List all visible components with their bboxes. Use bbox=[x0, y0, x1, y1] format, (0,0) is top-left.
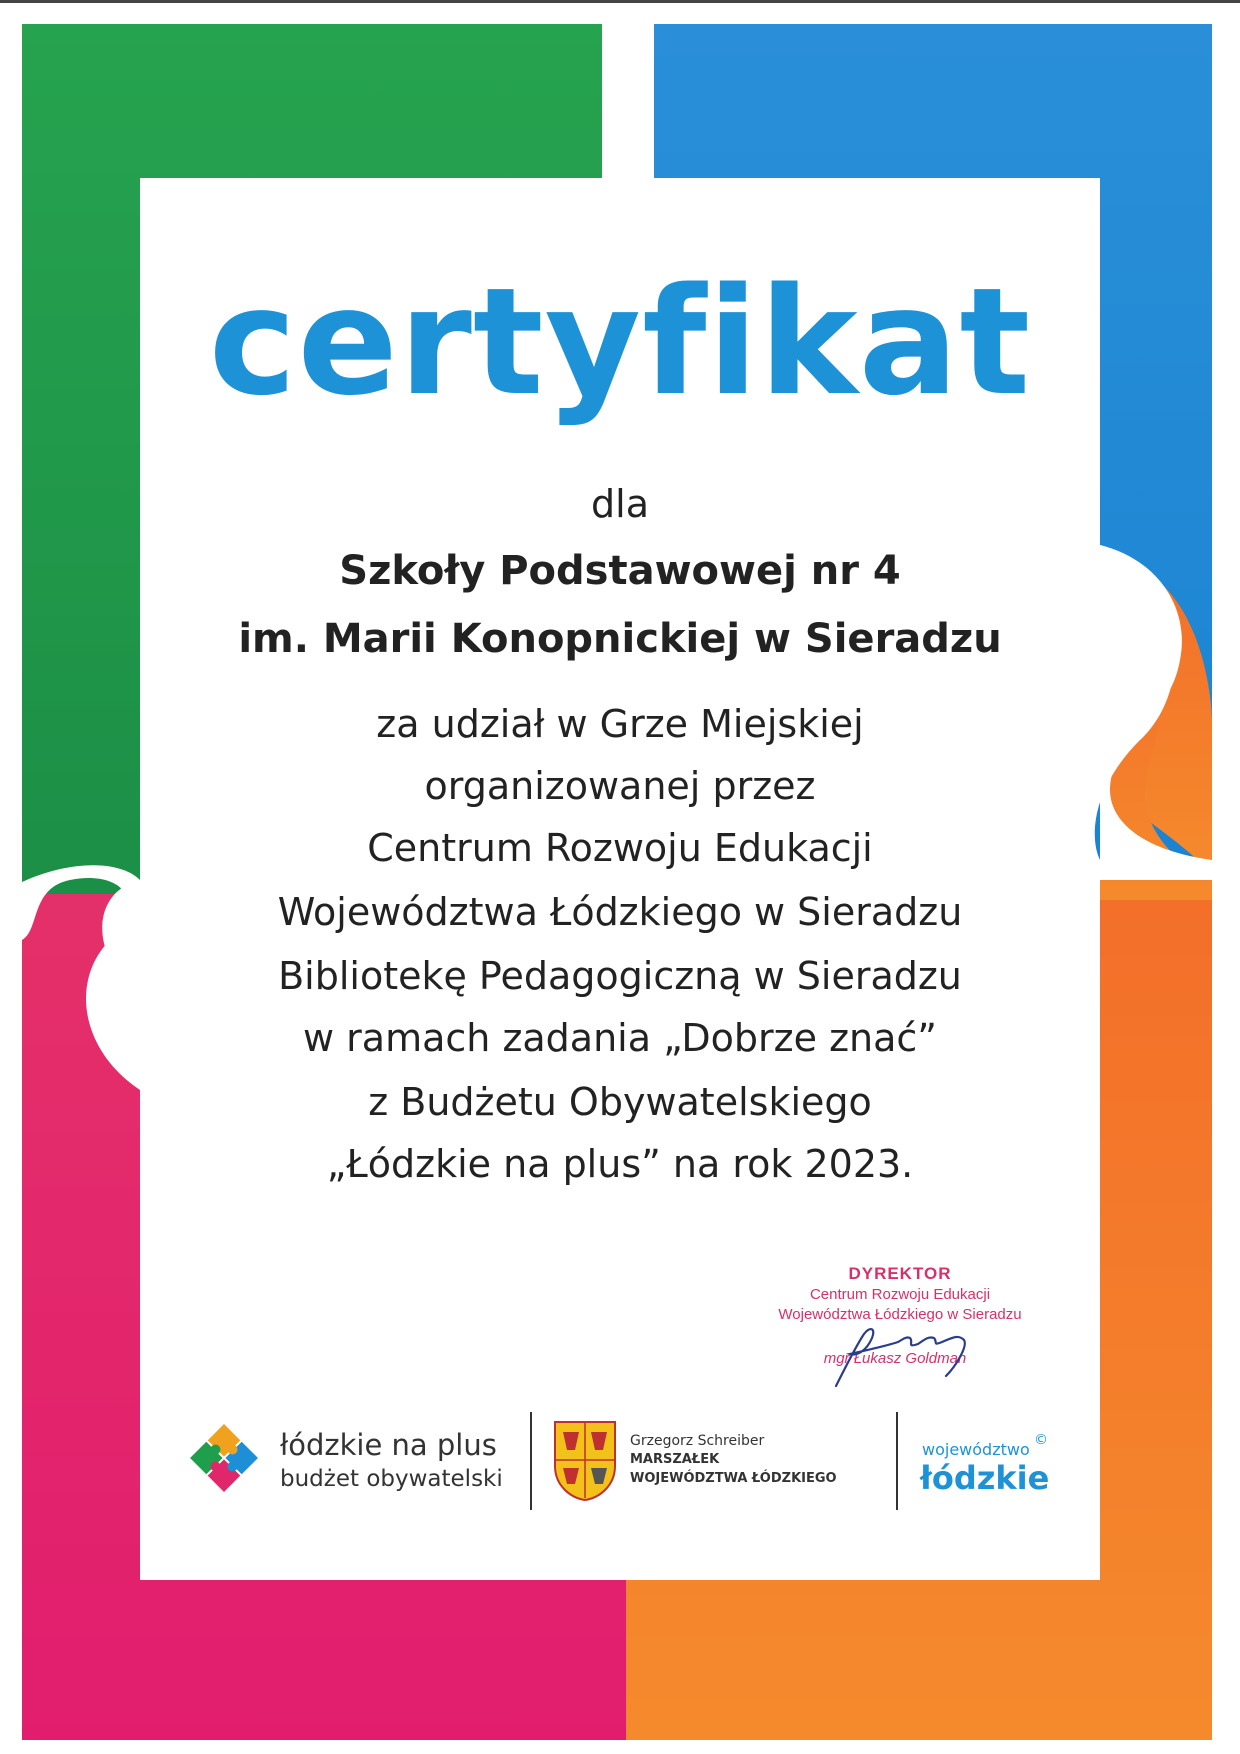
coat-of-arms-icon bbox=[553, 1420, 617, 1502]
region-logo-mark: © bbox=[1034, 1432, 1048, 1448]
budget-logo-subtitle: budżet obywatelski bbox=[280, 1466, 503, 1492]
footer-divider-2 bbox=[896, 1412, 898, 1510]
body-line-3: Centrum Rozwoju Edukacji bbox=[367, 826, 873, 870]
recipient-line-1: Szkoły Podstawowej nr 4 bbox=[339, 548, 901, 594]
stamp-name: mgr Łukasz Goldman bbox=[823, 1350, 967, 1367]
footer-divider-1 bbox=[530, 1412, 532, 1510]
stamp-line-2: Województwa Łódzkiego w Sieradzu bbox=[778, 1306, 1022, 1323]
region-logo-small: województwo bbox=[922, 1440, 1030, 1459]
body-line-8: „Łódzkie na plus” na rok 2023. bbox=[326, 1142, 914, 1186]
body-line-5: Bibliotekę Pedagogiczną w Sieradzu bbox=[278, 954, 962, 998]
recipient-line-2: im. Marii Konopnickiej w Sieradzu bbox=[238, 616, 1002, 662]
certificate-title: certyfikat bbox=[208, 256, 1032, 428]
marshal-title: MARSZAŁEK bbox=[630, 1452, 720, 1467]
for-label: dla bbox=[591, 482, 649, 526]
signature bbox=[806, 1316, 976, 1390]
region-logo-big: łódzkie bbox=[920, 1459, 1050, 1497]
puzzle-logo-icon bbox=[186, 1420, 262, 1496]
body-line-2: organizowanej przez bbox=[424, 764, 816, 808]
body-line-7: z Budżetu Obywatelskiego bbox=[368, 1080, 872, 1124]
body-line-4: Województwa Łódzkiego w Sieradzu bbox=[277, 890, 963, 934]
body-line-6: w ramach zadania „Dobrze znać” bbox=[303, 1016, 937, 1060]
marshal-name: Grzegorz Schreiber bbox=[630, 1433, 765, 1449]
top-scan-line bbox=[0, 0, 1240, 3]
stamp-title: DYREKTOR bbox=[848, 1264, 952, 1283]
marshal-region: WOJEWÓDZTWA ŁÓDZKIEGO bbox=[630, 1471, 837, 1486]
budget-logo-title: łódzkie na plus bbox=[280, 1428, 497, 1462]
stamp-line-1: Centrum Rozwoju Edukacji bbox=[809, 1286, 991, 1303]
body-line-1: za udział w Grze Miejskiej bbox=[376, 702, 864, 746]
